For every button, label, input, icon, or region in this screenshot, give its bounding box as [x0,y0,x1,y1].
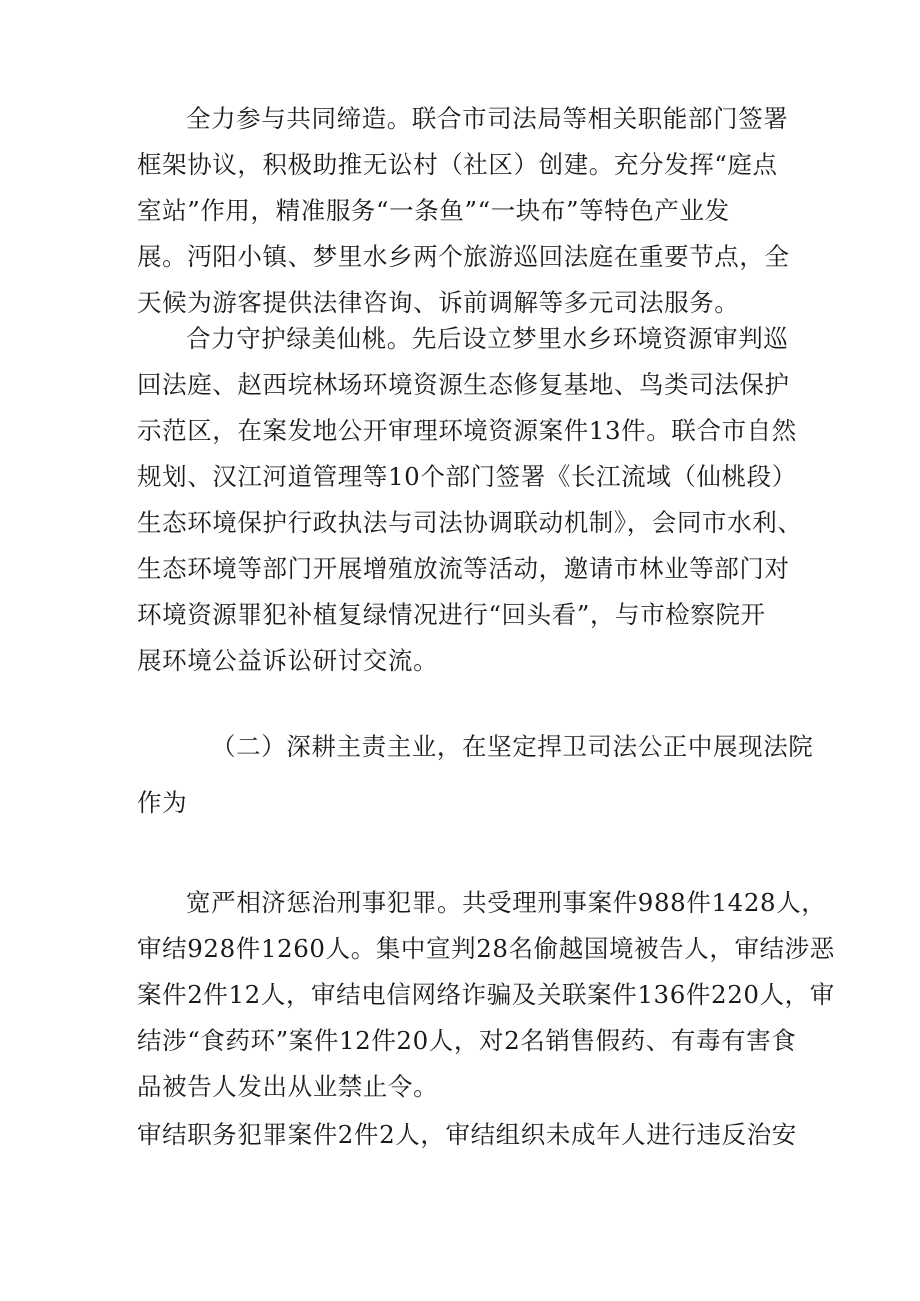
text-line: 展。沔阳小镇、梦里水乡两个旅游巡回法庭在重要节点，全 [137,242,790,271]
heading-line: （二）深耕主责主业，在坚定捍卫司法公正中展现法院 [211,732,814,761]
text-line: 品被告人发出从业禁止令。 [137,1072,439,1101]
text-line: 示范区，在案发地公开审理环境资源案件13件。联合市自然 [137,416,797,445]
text-line: 审结928件1260人。集中宣判28名偷越国境被告人，审结涉恶 [137,934,835,963]
text-line: 案件2件12人，审结电信网络诈骗及关联案件136件220人，审 [137,980,835,1009]
text-line: 框架协议，积极助推无讼村（社区）创建。充分发挥“庭点 [137,150,778,179]
text-line: 天候为游客提供法律咨询、诉前调解等多元司法服务。 [137,288,740,317]
heading-line: 作为 [137,788,188,817]
text-line: 环境资源罪犯补植复绿情况进行“回头看”，与市检察院开 [137,600,766,629]
text-line: 生态环境保护行政执法与司法协调联动机制》，会同市水利、 [137,508,803,537]
text-line: 室站”作用，精准服务“一条鱼”“一块布”等特色产业发 [137,196,730,225]
text-line: 生态环境等部门开展增殖放流等活动，邀请市林业等部门对 [137,554,790,583]
text-line: 结涉“食药环”案件12件20人，对2名销售假药、有毒有害食 [137,1026,797,1055]
text-line: 回法庭、赵西垸林场环境资源生态修复基地、鸟类司法保护 [137,370,790,399]
text-line: 宽严相济惩治刑事犯罪。共受理刑事案件988件1428人， [186,888,827,917]
text-line: 全力参与共同缔造。联合市司法局等相关职能部门签署 [186,104,789,133]
text-line: 审结职务犯罪案件2件2人，审结组织未成年人进行违反治安 [137,1120,797,1149]
text-line: 规划、汉江河道管理等10个部门签署《长江流域（仙桃段） [137,462,797,491]
text-line: 合力守护绿美仙桃。先后设立梦里水乡环境资源审判巡 [186,324,789,353]
text-line: 展环境公益诉讼研讨交流。 [137,646,439,675]
